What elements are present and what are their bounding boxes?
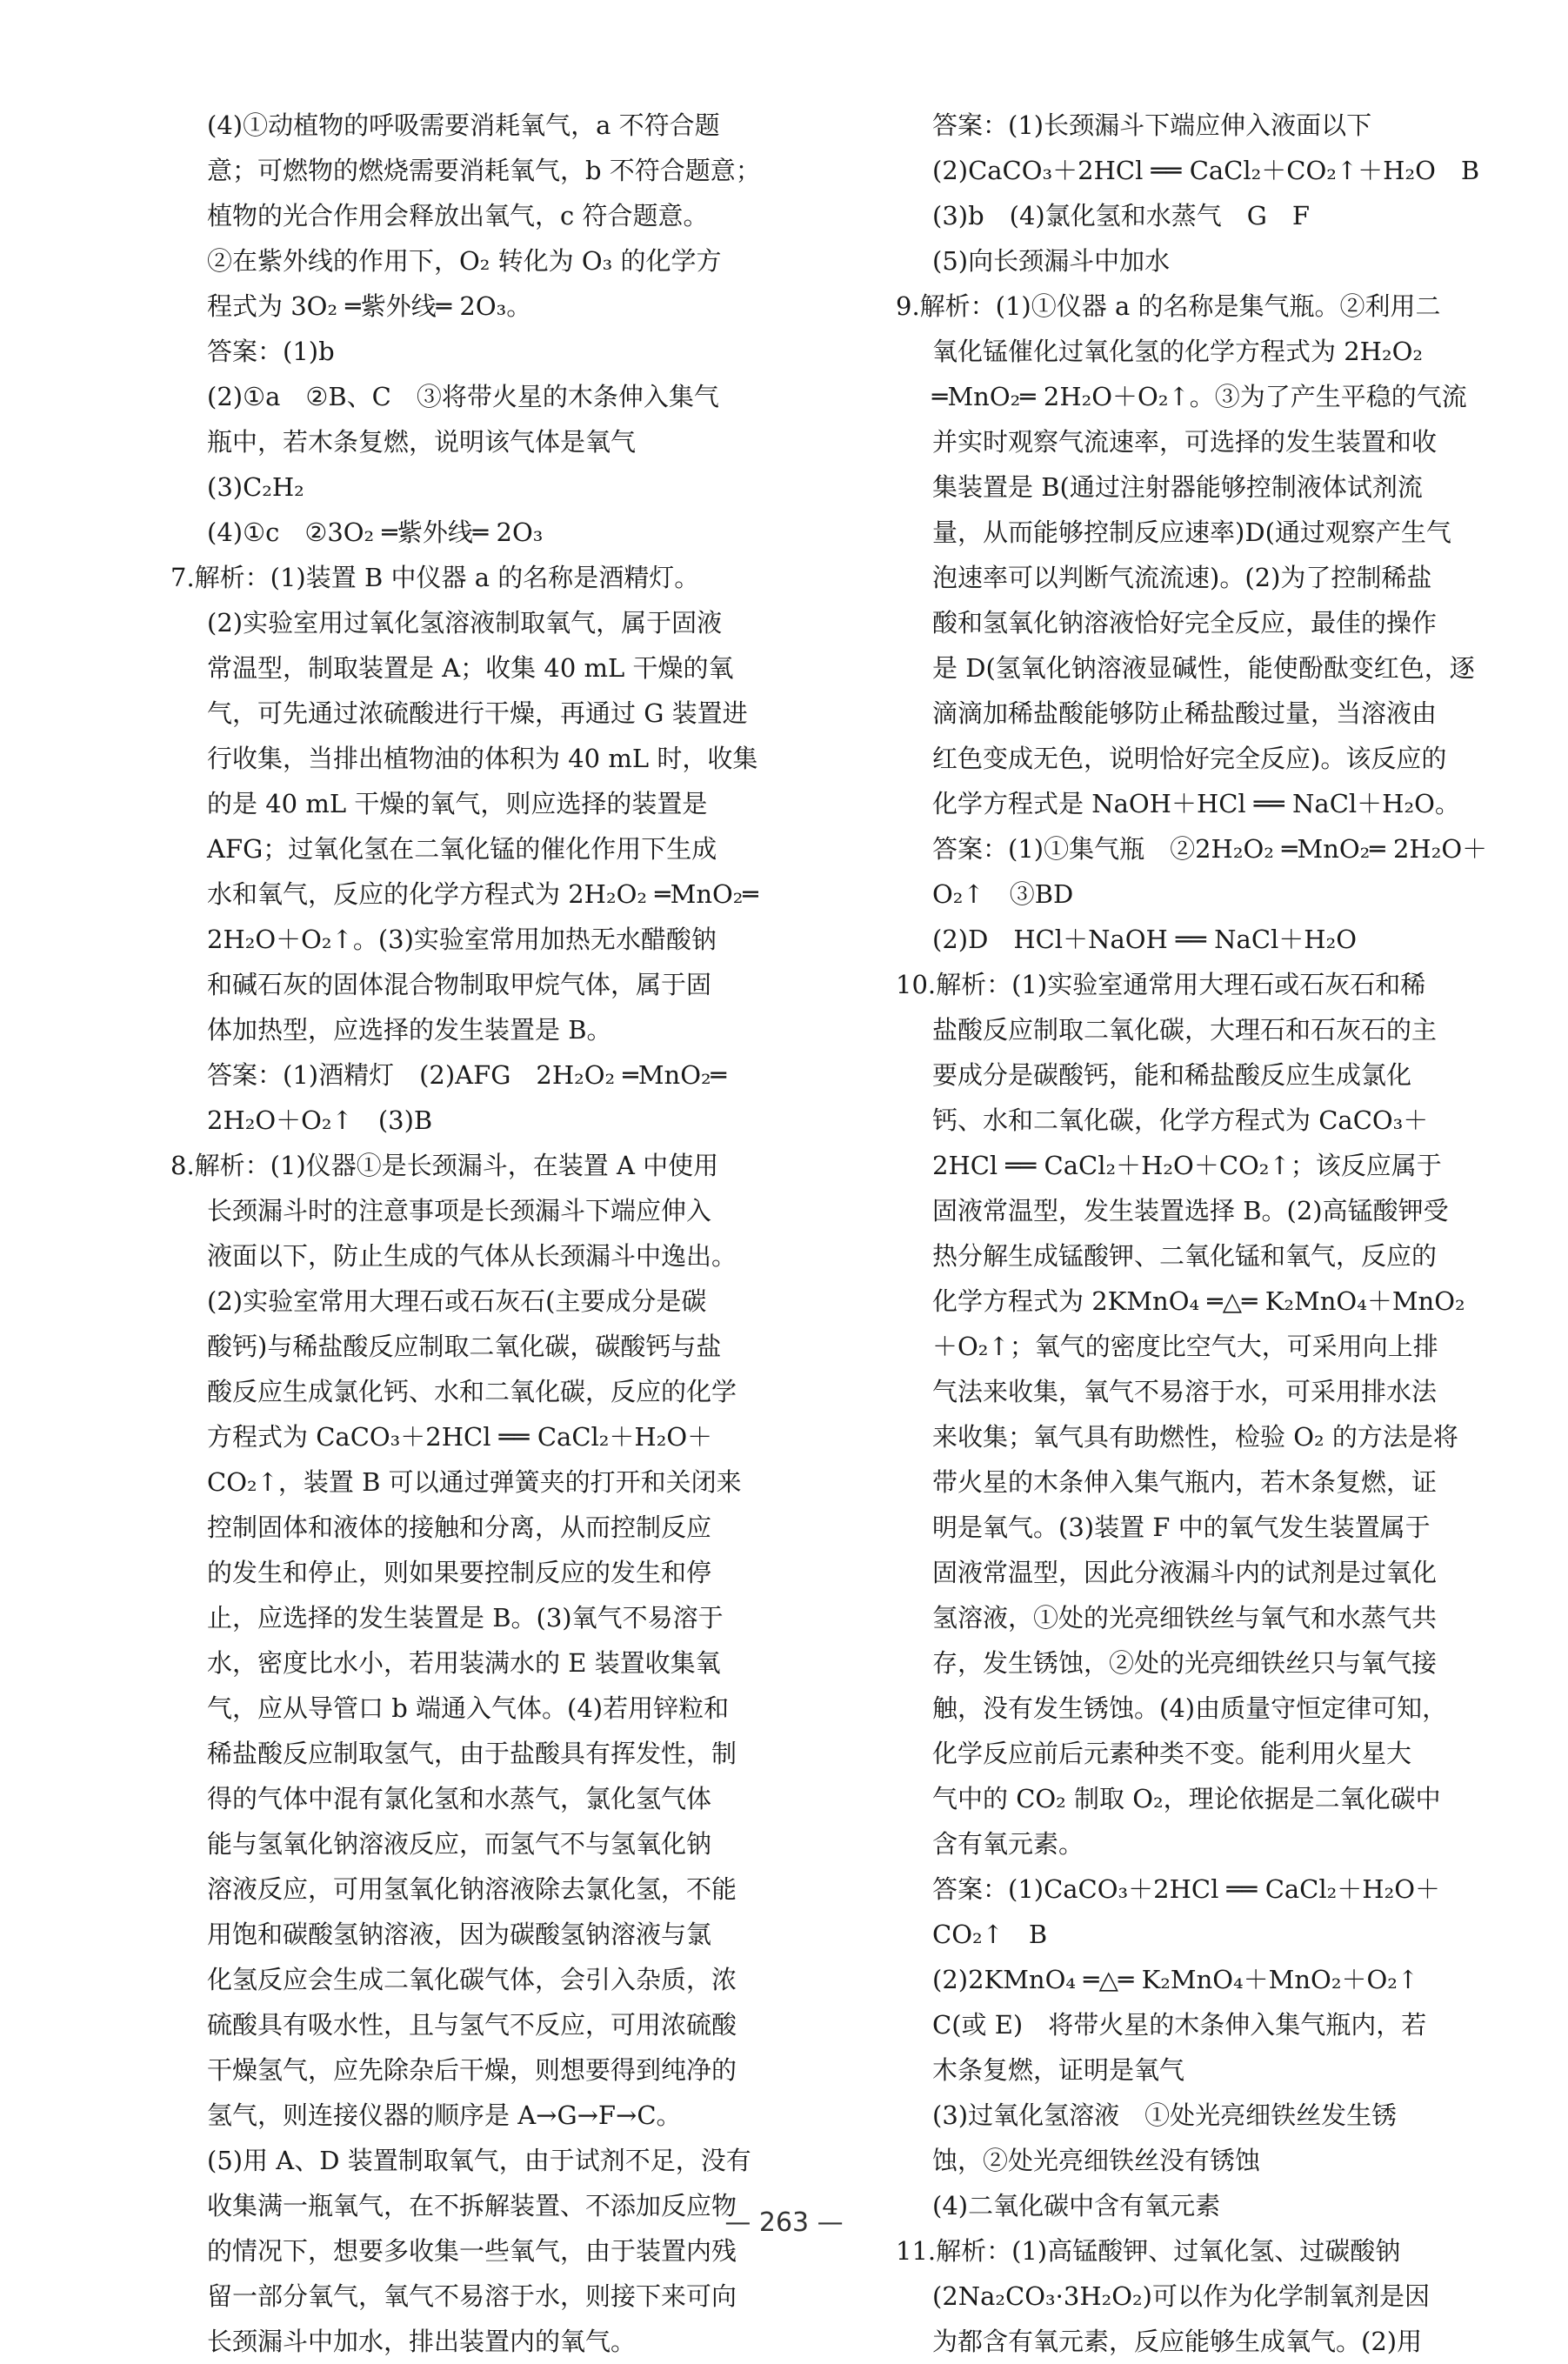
text-line: 行收集，当排出植物油的体积为 40 mL 时，收集: [207, 744, 758, 773]
text-line: CO₂↑，装置 B 可以通过弹簧夹的打开和关闭来: [207, 1467, 742, 1497]
text-line: 11.解析：(1)高锰酸钾、过氧化氢、过碳酸钠: [896, 2236, 1401, 2266]
text-line: 干燥氢气，应先除杂后干燥，则想要得到纯净的: [207, 2055, 737, 2085]
text-line: 体加热型，应选择的发生装置是 B。: [207, 1015, 612, 1045]
text-line: 明是氧气。(3)装置 F 中的氧气发生装置属于: [932, 1513, 1431, 1542]
text-line: (2)实验室用过氧化氢溶液制取氧气，属于固液: [207, 608, 723, 638]
page-number: — 263 —: [724, 2207, 844, 2238]
text-line: 能与氢氧化钠溶液反应，而氢气不与氢氧化钠: [207, 1829, 712, 1859]
text-line: 收集满一瓶氧气，在不拆解装置、不添加反应物: [207, 2191, 737, 2220]
text-line: (3)b (4)氯化氢和水蒸气 G F: [932, 201, 1311, 230]
text-line: (4)二氧化碳中含有氧元素: [932, 2191, 1221, 2220]
text-line: 答案：(1)酒精灯 (2)AFG 2H₂O₂ ═MnO₂═: [207, 1060, 727, 1090]
text-line: (2)2KMnO₄ ═△═ K₂MnO₄＋MnO₂＋O₂↑: [932, 1965, 1419, 1994]
text-line: 答案：(1)CaCO₃＋2HCl ══ CaCl₂＋H₂O＋: [932, 1874, 1440, 1904]
text-line: 硫酸具有吸水性，且与氢气不反应，可用浓硫酸: [207, 2010, 737, 2040]
text-line: 酸钙)与稀盐酸反应制取二氧化碳，碳酸钙与盐: [207, 1332, 722, 1361]
text-line: 程式为 3O₂ ═紫外线═ 2O₃。: [207, 291, 532, 321]
text-line: 滴滴加稀盐酸能够防止稀盐酸过量，当溶液由: [932, 698, 1438, 728]
text-line: 固液常温型，因此分液漏斗内的试剂是过氧化: [932, 1558, 1438, 1587]
text-line: (3)C₂H₂: [207, 472, 304, 502]
text-line: 液面以下，防止生成的气体从长颈漏斗中逸出。: [207, 1241, 737, 1271]
text-line: 植物的光合作用会释放出氧气，c 符合题意。: [207, 201, 709, 230]
text-line: 气，应从导管口 b 端通入气体。(4)若用锌粒和: [207, 1693, 730, 1723]
text-line: 止，应选择的发生装置是 B。(3)氧气不易溶于: [207, 1603, 724, 1633]
text-line: 来收集；氧气具有助燃性，检验 O₂ 的方法是将: [932, 1422, 1458, 1452]
text-line: 触，没有发生锈蚀。(4)由质量守恒定律可知，: [932, 1693, 1448, 1723]
text-line: 长颈漏斗时的注意事项是长颈漏斗下端应伸入: [207, 1196, 712, 1225]
text-line: 酸反应生成氯化钙、水和二氧化碳，反应的化学: [207, 1377, 737, 1406]
text-line: ②在紫外线的作用下，O₂ 转化为 O₃ 的化学方: [207, 246, 722, 276]
text-line: 2H₂O＋O₂↑ (3)B: [207, 1105, 433, 1135]
text-line: 气法来收集，氧气不易溶于水，可采用排水法: [932, 1377, 1438, 1406]
text-line: 化学反应前后元素种类不变。能利用火星大: [932, 1739, 1412, 1768]
text-line: 溶液反应，可用氢氧化钠溶液除去氯化氢，不能: [207, 1874, 737, 1904]
text-line: 瓶中，若木条复燃，说明该气体是氧气: [207, 427, 637, 457]
text-line: (5)用 A、D 装置制取氧气，由于试剂不足，没有: [207, 2146, 751, 2175]
text-line: 答案：(1)①集气瓶 ②2H₂O₂ ═MnO₂═ 2H₂O＋: [932, 834, 1488, 864]
text-line: 化学方程式是 NaOH＋HCl ══ NaCl＋H₂O。: [932, 789, 1460, 818]
text-line: 2H₂O＋O₂↑。(3)实验室常用加热无水醋酸钠: [207, 925, 717, 954]
text-line: 存，发生锈蚀，②处的光亮细铁丝只与氧气接: [932, 1648, 1438, 1678]
text-line: 钙、水和二氧化碳，化学方程式为 CaCO₃＋: [932, 1105, 1429, 1135]
text-line: (5)向长颈漏斗中加水: [932, 246, 1171, 276]
text-line: 用饱和碳酸氢钠溶液，因为碳酸氢钠溶液与氯: [207, 1920, 712, 1949]
text-line: (2)①a ②B、C ③将带火星的木条伸入集气: [207, 382, 719, 411]
text-line: (2)D HCl＋NaOH ══ NaCl＋H₂O: [932, 925, 1357, 954]
text-line: 蚀，②处光亮细铁丝没有锈蚀: [932, 2146, 1261, 2175]
left-column: [170, 103, 788, 2364]
text-line: 意；可燃物的燃烧需要消耗氧气，b 不符合题意；: [207, 156, 761, 185]
text-line: CO₂↑ B: [932, 1920, 1048, 1949]
text-line: 的情况下，想要多收集一些氧气，由于装置内残: [207, 2236, 737, 2266]
text-line: (3)过氧化氢溶液 ①处光亮细铁丝发生锈: [932, 2100, 1398, 2130]
text-line: 的是 40 mL 干燥的氧气，则应选择的装置是: [207, 789, 708, 818]
text-line: (4)①动植物的呼吸需要消耗氧气，a 不符合题: [207, 110, 720, 140]
text-line: 气，可先通过浓硫酸进行干燥，再通过 G 装置进: [207, 698, 748, 728]
text-line: 盐酸反应制取二氧化碳，大理石和石灰石的主: [932, 1015, 1438, 1045]
text-line: (2Na₂CO₃·3H₂O₂)可以作为化学制氧剂是因: [932, 2281, 1430, 2311]
text-line: 氢气，则连接仪器的顺序是 A→G→F→C。: [207, 2100, 682, 2130]
text-line: 留一部分氧气，氧气不易溶于水，则接下来可向: [207, 2281, 737, 2311]
text-line: 10.解析：(1)实验室通常用大理石或石灰石和稀: [896, 970, 1426, 999]
text-line: 木条复燃，证明是氧气: [932, 2055, 1185, 2085]
text-line: 氢溶液，①处的光亮细铁丝与氧气和水蒸气共: [932, 1603, 1438, 1633]
text-line: 酸和氢氧化钠溶液恰好完全反应，最佳的操作: [932, 608, 1438, 638]
text-line: 稀盐酸反应制取氢气，由于盐酸具有挥发性，制: [207, 1739, 737, 1768]
text-line: 化氢反应会生成二氧化碳气体，会引入杂质，浓: [207, 1965, 737, 1994]
text-line: 答案：(1)b: [207, 337, 335, 366]
text-line: 气中的 CO₂ 制取 O₂，理论依据是二氧化碳中: [932, 1784, 1441, 1813]
text-line: 控制固体和液体的接触和分离，从而控制反应: [207, 1513, 712, 1542]
text-line: 带火星的木条伸入集气瓶内，若木条复燃，证: [932, 1467, 1438, 1497]
text-line: AFG；过氧化氢在二氧化锰的催化作用下生成: [207, 834, 717, 864]
right-column: [896, 103, 1505, 2364]
text-line: 氧化锰催化过氧化氢的化学方程式为 2H₂O₂: [932, 337, 1423, 366]
text-line: 量，从而能够控制反应速率)D(通过观察产生气: [932, 518, 1451, 547]
text-line: 9.解析：(1)①仪器 a 的名称是集气瓶。②利用二: [896, 291, 1441, 321]
text-line: 2HCl ══ CaCl₂＋H₂O＋CO₂↑；该反应属于: [932, 1151, 1442, 1180]
text-line: 得的气体中混有氯化氢和水蒸气，氯化氢气体: [207, 1784, 712, 1813]
text-line: 长颈漏斗中加水，排出装置内的氧气。: [207, 2327, 637, 2356]
text-line: 化学方程式为 2KMnO₄ ═△═ K₂MnO₄＋MnO₂: [932, 1286, 1465, 1316]
text-line: ＋O₂↑；氧气的密度比空气大，可采用向上排: [932, 1332, 1438, 1361]
text-line: 热分解生成锰酸钾、二氧化锰和氧气，反应的: [932, 1241, 1438, 1271]
text-line: 7.解析：(1)装置 B 中仪器 a 的名称是酒精灯。: [170, 563, 700, 592]
text-line: 水，密度比水小，若用装满水的 E 装置收集氧: [207, 1648, 721, 1678]
text-line: 要成分是碳酸钙，能和稀盐酸反应生成氯化: [932, 1060, 1412, 1090]
text-line: 泡速率可以判断气流流速)。(2)为了控制稀盐: [932, 563, 1432, 592]
text-line: 和碱石灰的固体混合物制取甲烷气体，属于固: [207, 970, 712, 999]
text-line: O₂↑ ③BD: [932, 879, 1074, 909]
text-line: 并实时观察气流速率，可选择的发生装置和收: [932, 427, 1438, 457]
text-line: 的发生和停止，则如果要控制反应的发生和停: [207, 1558, 712, 1587]
text-line: 8.解析：(1)仪器①是长颈漏斗，在装置 A 中使用: [170, 1151, 719, 1180]
text-line: 含有氧元素。: [932, 1829, 1084, 1859]
text-line: 是 D(氢氧化钠溶液显碱性，能使酚酞变红色，逐: [932, 653, 1475, 683]
text-line: (2)CaCO₃＋2HCl ══ CaCl₂＋CO₂↑＋H₂O B: [932, 156, 1480, 185]
text-line: 常温型，制取装置是 A；收集 40 mL 干燥的氧: [207, 653, 734, 683]
text-line: 红色变成无色，说明恰好完全反应)。该反应的: [932, 744, 1447, 773]
text-line: 为都含有氧元素，反应能够生成氧气。(2)用: [932, 2327, 1423, 2356]
text-line: C(或 E) 将带火星的木条伸入集气瓶内，若: [932, 2010, 1427, 2040]
text-line: 固液常温型，发生装置选择 B。(2)高锰酸钾受: [932, 1196, 1449, 1225]
text-line: 集装置是 B(通过注射器能够控制液体试剂流: [932, 472, 1423, 502]
text-line: 水和氧气，反应的化学方程式为 2H₂O₂ ═MnO₂═: [207, 879, 758, 909]
text-line: (4)①c ②3O₂ ═紫外线═ 2O₃: [207, 518, 544, 547]
text-line: 答案：(1)长颈漏斗下端应伸入液面以下: [932, 110, 1372, 140]
text-line: ═MnO₂═ 2H₂O＋O₂↑。③为了产生平稳的气流: [932, 382, 1467, 411]
text-line: (2)实验室常用大理石或石灰石(主要成分是碳: [207, 1286, 707, 1316]
text-line: 方程式为 CaCO₃＋2HCl ══ CaCl₂＋H₂O＋: [207, 1422, 713, 1452]
